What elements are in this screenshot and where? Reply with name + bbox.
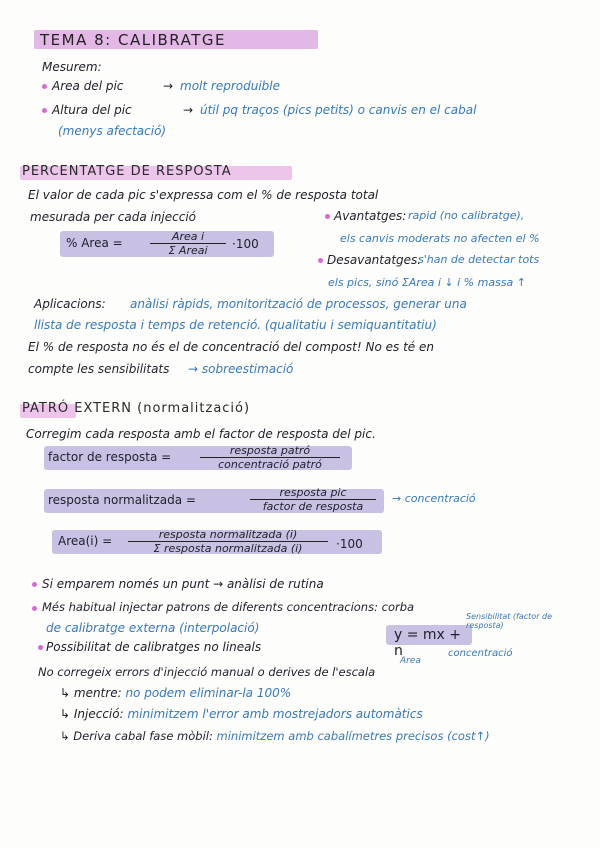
sub-item-text: no podem eliminar-la 100%	[125, 686, 292, 700]
equation-annotation-sensitivity: Sensibilitat (factor de resposta)	[466, 612, 553, 630]
sub-item	[60, 686, 291, 700]
intro-item-2-note: útil pq traços (pics petits) o canvis en el cabal	[200, 103, 477, 117]
formula-numerator: resposta patró	[200, 444, 340, 458]
equation-annotation-area: Area	[400, 656, 421, 666]
formula-fraction	[150, 230, 226, 257]
text-line: mesurada per cada injecció	[30, 210, 197, 224]
sub-item	[60, 707, 423, 721]
advantages-label: Avantatges:	[334, 209, 407, 223]
intro-item-2-note-cont: (menys afectació)	[58, 124, 167, 138]
formula-fraction	[128, 528, 328, 555]
text-line: Corregim cada resposta amb el factor de resposta del pic.	[26, 427, 376, 441]
equation: y = mx + n	[394, 627, 462, 659]
page-title-highlight	[34, 30, 318, 49]
bullet-icon	[42, 108, 47, 113]
note-line: compte les sensibilitats	[28, 362, 170, 376]
equation-annotation-concentration: concentració	[448, 648, 513, 659]
formula-multiplier: ·100	[232, 237, 259, 251]
bullet-icon	[32, 582, 37, 587]
formula-denominator: factor de resposta	[262, 500, 364, 513]
applications-text-cont: llista de resposta i temps de retenció. (qualitatiu i semiquantitatiu)	[34, 318, 437, 332]
applications-label: Aplicacions:	[34, 297, 106, 311]
text-line: No corregeix errors d'injecció manual o derives de l'escala	[38, 665, 376, 679]
text-line: El valor de cada pic s'expressa com el % de resposta total	[28, 188, 379, 202]
formula-denominator: Σ resposta normalitzada (i)	[153, 542, 303, 555]
return-arrow-icon: ↳	[60, 686, 74, 700]
advantages-text: rapid (no calibratge),	[408, 209, 525, 222]
note-line: El % de resposta no és el de concentració del compost! No es té en	[28, 340, 434, 354]
formula-lhs: % Area =	[66, 236, 123, 250]
formula-denominator: concentració patró	[218, 458, 322, 471]
formula-denominator: Σ Areai	[168, 244, 208, 257]
sub-item-label: mentre:	[73, 686, 122, 700]
bullet-line: Possibilitat de calibratges no lineals	[46, 640, 262, 654]
formula-numerator: Area i	[150, 230, 226, 244]
sub-item	[60, 729, 490, 743]
bullet-line: Si emparem només un punt → anàlisi de rutina	[42, 577, 324, 591]
return-arrow-icon: ↳	[60, 707, 74, 721]
formula-lhs: resposta normalitzada =	[48, 493, 196, 507]
intro-item-1-note: molt reproduible	[180, 79, 280, 93]
bullet-line-cont: de calibratge externa (interpolació)	[46, 621, 260, 635]
formula-result: → concentració	[392, 492, 476, 505]
formula-fraction	[200, 444, 340, 471]
sub-item-text: minimitzem amb cabalímetres precisos (cost↑)	[216, 729, 490, 743]
equation-box	[386, 625, 472, 659]
section-heading-patro-extern: PATRÓ EXTERN (normalització)	[22, 401, 251, 416]
arrow-icon: →	[183, 103, 194, 117]
section-heading-percentatge: PERCENTATGE DE RESPOSTA	[22, 164, 232, 179]
intro-item-2-label: Altura del pic	[52, 103, 132, 117]
intro-item-1-label: Area del pic	[52, 79, 124, 93]
bullet-icon	[42, 84, 47, 89]
bullet-icon	[325, 214, 330, 219]
sub-item-label: Deriva cabal fase mòbil:	[73, 729, 213, 743]
arrow-icon: →	[163, 79, 174, 93]
bullet-icon	[32, 606, 37, 611]
page-title: TEMA 8: CALIBRATGE	[40, 31, 226, 49]
disadvantages-text-cont: els pics, sinó ΣArea i ↓ i % massa ↑	[328, 276, 526, 289]
bullet-line: Més habitual injectar patrons de diferents concentracions: corba	[42, 600, 415, 614]
formula-numerator: resposta normalitzada (i)	[128, 528, 328, 542]
sub-item-text: minimitzem l'error amb mostrejadors automàtics	[127, 707, 423, 721]
intro-heading: Mesurem:	[42, 60, 102, 74]
formula-lhs: factor de resposta =	[48, 450, 172, 464]
formula-fraction	[250, 486, 376, 513]
applications-text: anàlisi ràpids, monitorització de processos, generar una	[130, 297, 467, 311]
sub-item-label: Injecció:	[73, 707, 124, 721]
advantages-text-cont: els canvis moderats no afecten el %	[340, 232, 540, 245]
disadvantages-text: s'han de detectar tots	[418, 253, 540, 266]
bullet-icon	[318, 258, 323, 263]
bullet-icon	[38, 645, 43, 650]
formula-multiplier: ·100	[336, 537, 363, 551]
return-arrow-icon: ↳	[60, 729, 74, 743]
formula-lhs: Area(i) =	[58, 534, 113, 548]
disadvantages-label: Desavantatges:	[327, 253, 422, 267]
formula-numerator: resposta pic	[250, 486, 376, 500]
note-line-result: → sobreestimació	[188, 362, 294, 376]
